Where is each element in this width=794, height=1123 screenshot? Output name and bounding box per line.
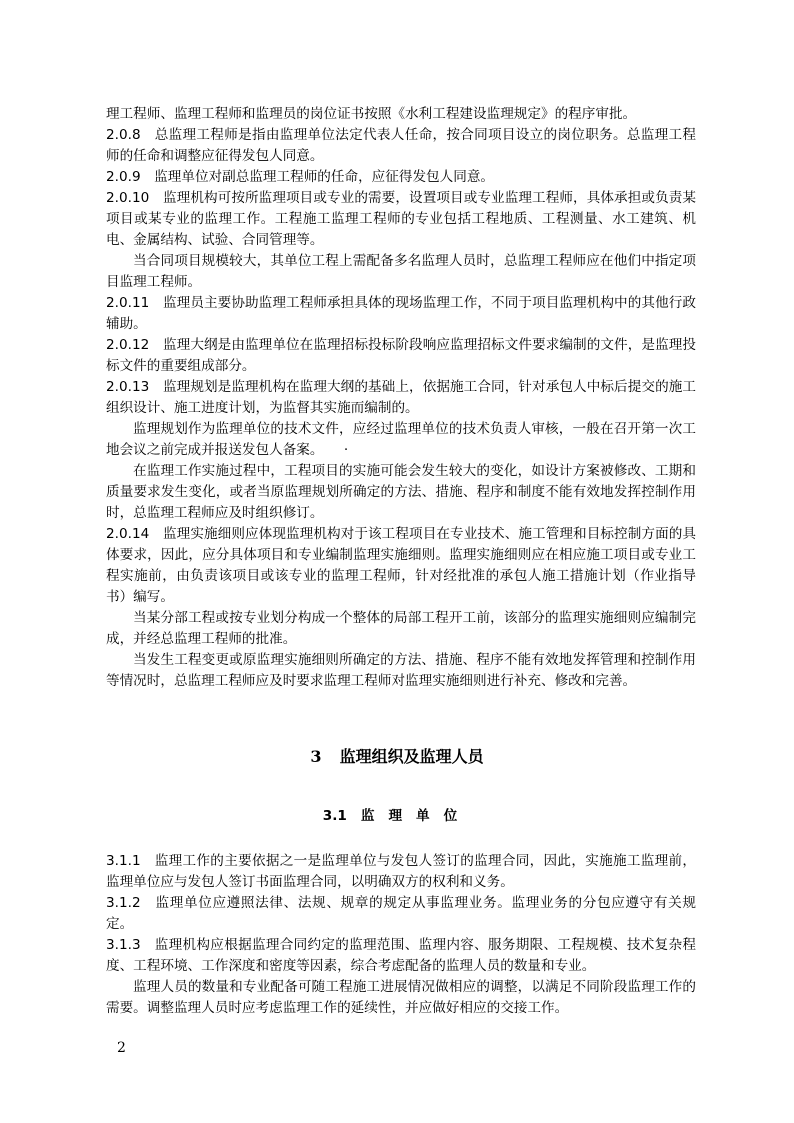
paragraph: 2.0.13 监理规划是监理机构在监理大纲的基础上，依据施工合同，针对承包人中标后提交的施工组织设计、施工进度计划，为监督其实施而编制的。 (106, 379, 696, 416)
paragraph: 2.0.12 监理大纲是由监理单位在监理招标投标阶段响应监理招标文件要求编制的文件，是监理投标文件的重要组成部分。 (106, 337, 696, 374)
chapter-title: 监理组织及监理人员 (339, 747, 484, 766)
paragraph: 在监理工作实施过程中，工程项目的实施可能会发生较大的变化，如设计方案被修改、工期和质量要求发生变化，或者当原监理规划所确定的方法、措施、程序和制度不能有效地发挥控制作用时，总监理工程师应及时组织修订。 (106, 463, 696, 521)
upper-text-block (106, 104, 696, 692)
section-heading (0, 806, 794, 826)
paragraph: 3.1.3 监理机构应根据监理合同约定的监理范围、监理内容、服务期限、工程规模、技术复杂程度、工程环境、工作深度和密度等因素，综合考虑配备的监理人员的数量和专业。 (106, 937, 696, 974)
paragraph: 2.0.10 监理机构可按所监理项目或专业的需要，设置项目或专业监理工程师，具体承担或负责某项目或某专业的监理工作。工程施工监理工程师的专业包括工程地质、工程测量、水工建筑、机电、金属结构、试验、合同管理等。 (106, 190, 696, 248)
paragraph: 2.0.14 监理实施细则应体现监理机构对于该工程项目在专业技术、施工管理和目标控制方面的具体要求，因此，应分具体项目和专业编制监理实施细则。监理实施细则应在相应施工项目或专业工程实施前，由负责该项目或该专业的监理工程师，针对经批准的承包人施工措施计划（作业指导书）编写。 (106, 526, 696, 605)
paragraph: 当某分部工程或按专业划分构成一个整体的局部工程开工前，该部分的监理实施细则应编制完成，并经总监理工程师的批准。 (106, 610, 696, 647)
paragraph: 2.0.11 监理员主要协助监理工程师承担具体的现场监理工作，不同于项目监理机构中的其他行政辅助。 (106, 295, 696, 332)
paragraph: 3.1.2 监理单位应遵照法律、法规、规章的规定从事监理业务。监理业务的分包应遵守有关规定。 (106, 895, 696, 932)
paragraph: 2.0.8 总监理工程师是指由监理单位法定代表人任命，按合同项目设立的岗位职务。总监理工程师的任命和调整应征得发包人同意。 (106, 127, 696, 164)
page-number: 2 (117, 1040, 126, 1056)
paragraph: 监理规划作为监理单位的技术文件，应经过监理单位的技术负责人审核，一般在召开第一次工地会议之前完成并报送发包人备案。 · (106, 421, 696, 458)
paragraph: 当发生工程变更或原监理实施细则所确定的方法、措施、程序不能有效地发挥管理和控制作用等情况时，总监理工程师应及时要求监理工程师对监理实施细则进行补充、修改和完善。 (106, 652, 696, 689)
lower-text-block (106, 851, 696, 1019)
paragraph: 理工程师、监理工程师和监理员的岗位证书按照《水利工程建设监理规定》的程序审批。 (106, 106, 637, 122)
chapter-number: 3 (310, 747, 322, 766)
section-number: 3.1 (322, 808, 347, 824)
paragraph: 2.0.9 监理单位对副总监理工程师的任命，应征得发包人同意。 (106, 169, 495, 185)
paragraph: 当合同项目规模较大，其单位工程上需配备多名监理人员时，总监理工程师应在他们中指定项目监理工程师。 (106, 253, 696, 290)
section-title: 监理单位 (360, 808, 472, 824)
paragraph: 3.1.1 监理工作的主要依据之一是监理单位与发包人签订的监理合同，因此，实施施工监理前，监理单位应与发包人签订书面监理合同，以明确双方的权利和义务。 (106, 853, 696, 890)
chapter-heading (0, 746, 794, 768)
paragraph: 监理人员的数量和专业配备可随工程施工进展情况做相应的调整，以满足不同阶段监理工作的需要。调整监理人员时应考虑监理工作的延续性，并应做好相应的交接工作。 (106, 979, 696, 1016)
